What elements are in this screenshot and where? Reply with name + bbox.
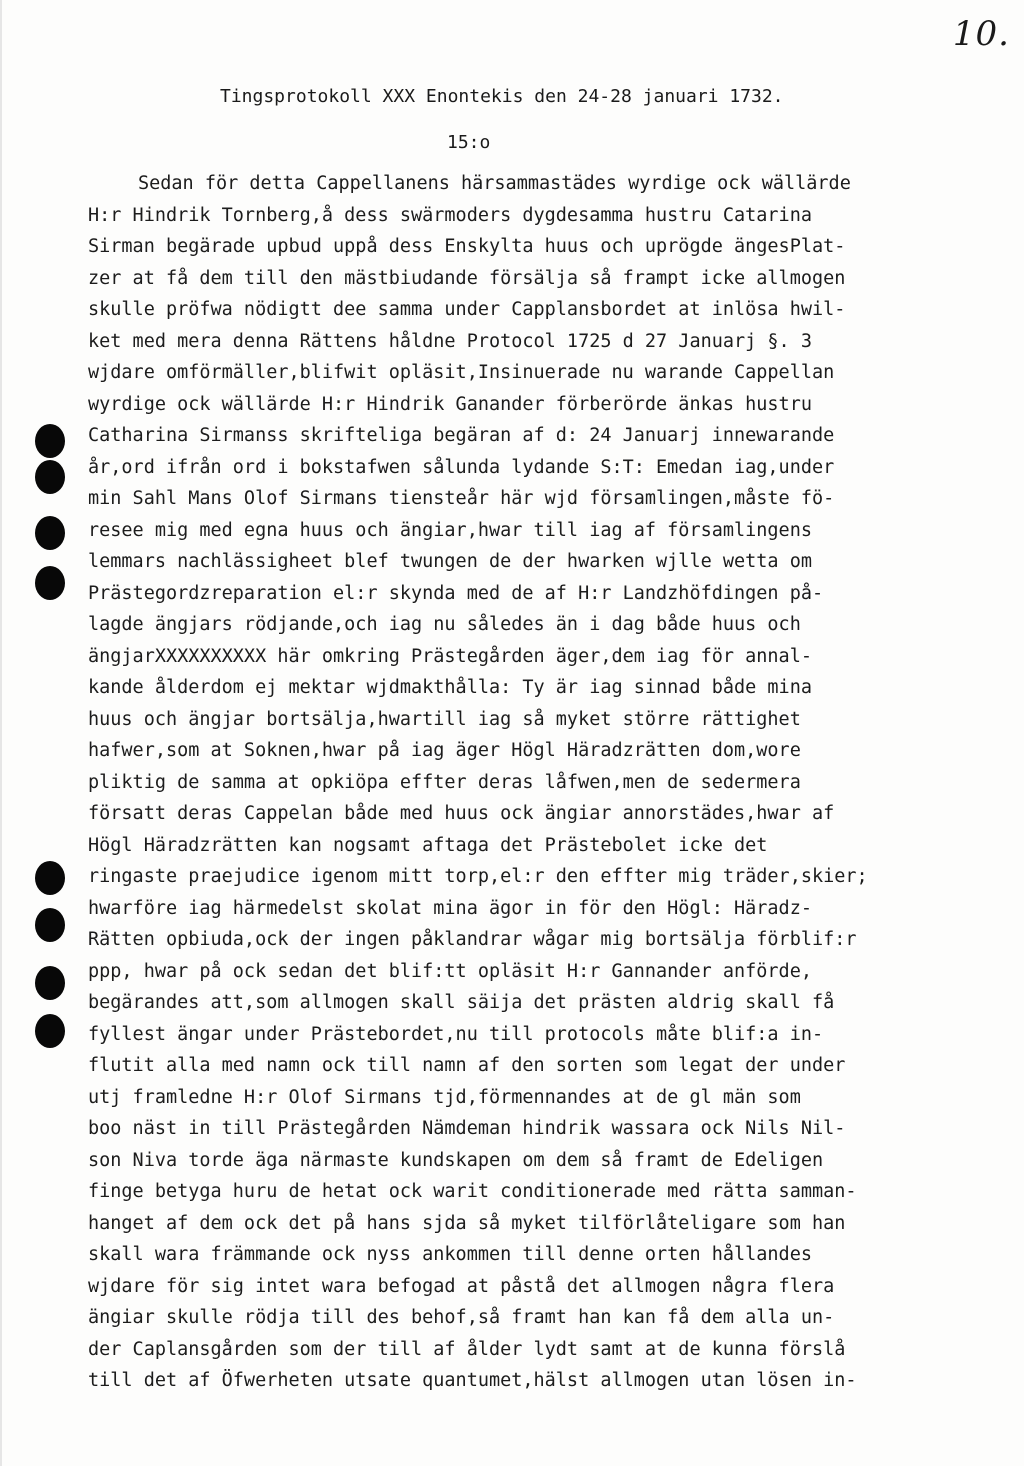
punch-hole: [35, 424, 65, 458]
text-line: till det af Öfwerheten utsate quantumet,hälst allmogen utan lösen in-: [88, 1370, 857, 1391]
text-line: lemmars nachlässigheet blef twungen de der hwarken wjlle wetta om: [88, 551, 812, 572]
page-number: 10.: [952, 14, 1010, 54]
text-line: wjdare omförmäller,blifwit opläsit,Insinuerade nu warande Cappellan: [88, 362, 835, 383]
text-line: pliktig de samma at opkiöpa effter deras låfwen,men de sedermera: [88, 771, 801, 793]
text-line: Sedan för detta Cappellanens härsammastädes wyrdige ock wällärde: [138, 173, 851, 194]
punch-hole: [35, 516, 65, 550]
text-line: begärandes att,som allmogen skall säija det prästen aldrig skall få: [88, 992, 835, 1013]
text-line: skall wara främmande ock nyss ankommen till denne orten hållandes: [88, 1244, 812, 1265]
text-line: skulle pröfwa nödigtt dee samma under Capplansbordet at inlösa hwil-: [88, 299, 846, 320]
text-line: Högl Häradzrätten kan nogsamt aftaga det Prästebolet icke det: [88, 834, 768, 856]
text-line: hwarföre iag härmedelst skolat mina ägor in för den Högl: Häradz-: [88, 897, 812, 919]
text-line: huus och ängjar bortsälja,hwartill iag så myket större rättighet: [88, 708, 801, 730]
punch-hole: [35, 566, 65, 600]
text-line: Sirman begärade upbud uppå dess Enskylta huus och uprögde ängesPlat-: [88, 236, 846, 257]
text-line: min Sahl Mans Olof Sirmans tiensteår här wjd församlingen,måste fö-: [88, 488, 835, 509]
text-line: wyrdige ock wällärde H:r Hindrik Ganander förberörde änkas hustru: [88, 393, 812, 415]
punch-hole: [35, 908, 65, 942]
text-line: ppp, hwar på ock sedan det blif:tt opläsit H:r Gannander anförde,: [88, 960, 812, 982]
text-line: Rätten opbiuda,ock der ingen påklandrar wågar mig bortsälja förblif:r: [88, 929, 857, 950]
text-line: ängjarXXXXXXXXXX här omkring Prästegården äger,dem iag för annal-: [88, 645, 812, 667]
punch-hole: [35, 460, 65, 494]
section-number: 15:o: [447, 132, 491, 153]
text-line: H:r Hindrik Tornberg,å dess swärmoders dygdesamma hustru Catarina: [88, 204, 812, 226]
protocol-body-text: [88, 168, 968, 1397]
text-line: der Caplansgården som der till af ålder lydt samt at de kunna förslå: [88, 1338, 846, 1360]
text-line: ängiar skulle rödja till des behof,så framt han kan få dem alla un-: [88, 1307, 835, 1328]
text-line: finge betyga huru de hetat ock warit conditionerade med rätta samman-: [88, 1181, 857, 1202]
text-line: utj framledne H:r Olof Sirmans tjd,förmennandes at de gl män som: [88, 1086, 801, 1108]
text-line: boo näst in till Prästegården Nämdeman hindrik wassara ock Nils Nil-: [88, 1118, 846, 1139]
text-line: kande ålderdom ej mektar wjdmakthålla: Ty är iag sinnad både mina: [88, 677, 812, 698]
text-line: zer at få dem till den mästbiudande försälja så frampt icke allmogen: [88, 267, 846, 289]
text-line: lagde ängjars rödjande,och iag nu således än i dag både huus och: [88, 614, 801, 635]
text-line: hanget af dem ock det på hans sjda så myket tilförlåteligare som han: [88, 1212, 846, 1234]
text-line: ket med mera denna Rättens håldne Protocol 1725 d 27 Januarj §. 3: [88, 330, 812, 352]
text-line: resee mig med egna huus och ängiar,hwar till iag af församlingens: [88, 519, 812, 541]
punch-hole: [35, 861, 65, 895]
punch-hole: [35, 966, 65, 1000]
text-line: år,ord ifrån ord i bokstafwen sålunda lydande S:T: Emedan iag,under: [88, 456, 835, 478]
text-line: ringaste praejudice igenom mitt torp,el:r den effter mig träder,skier;: [88, 866, 868, 887]
text-line: hafwer,som at Soknen,hwar på iag äger Högl Häradzrätten dom,wore: [88, 740, 801, 761]
text-line: son Niva torde äga närmaste kundskapen om dem så framt de Edeligen: [88, 1149, 824, 1171]
text-line: fyllest ängar under Prästebordet,nu till protocols måte blif:a in-: [88, 1023, 824, 1045]
document-header: Tingsprotokoll XXX Enontekis den 24-28 januari 1732.: [220, 86, 784, 107]
text-line: Prästegordzreparation el:r skynda med de af H:r Landzhöfdingen på-: [88, 582, 824, 604]
text-line: wjdare för sig intet wara befogad at påstå det allmogen några flera: [88, 1275, 835, 1297]
text-line: Catharina Sirmanss skrifteliga begäran af d: 24 Januarj innewarande: [88, 425, 835, 446]
text-line: flutit alla med namn ock till namn af den sorten som legat der under: [88, 1055, 846, 1076]
text-line: försatt deras Cappelan både med huus ock ängiar annorstädes,hwar af: [88, 803, 835, 824]
punch-hole: [35, 1014, 65, 1048]
